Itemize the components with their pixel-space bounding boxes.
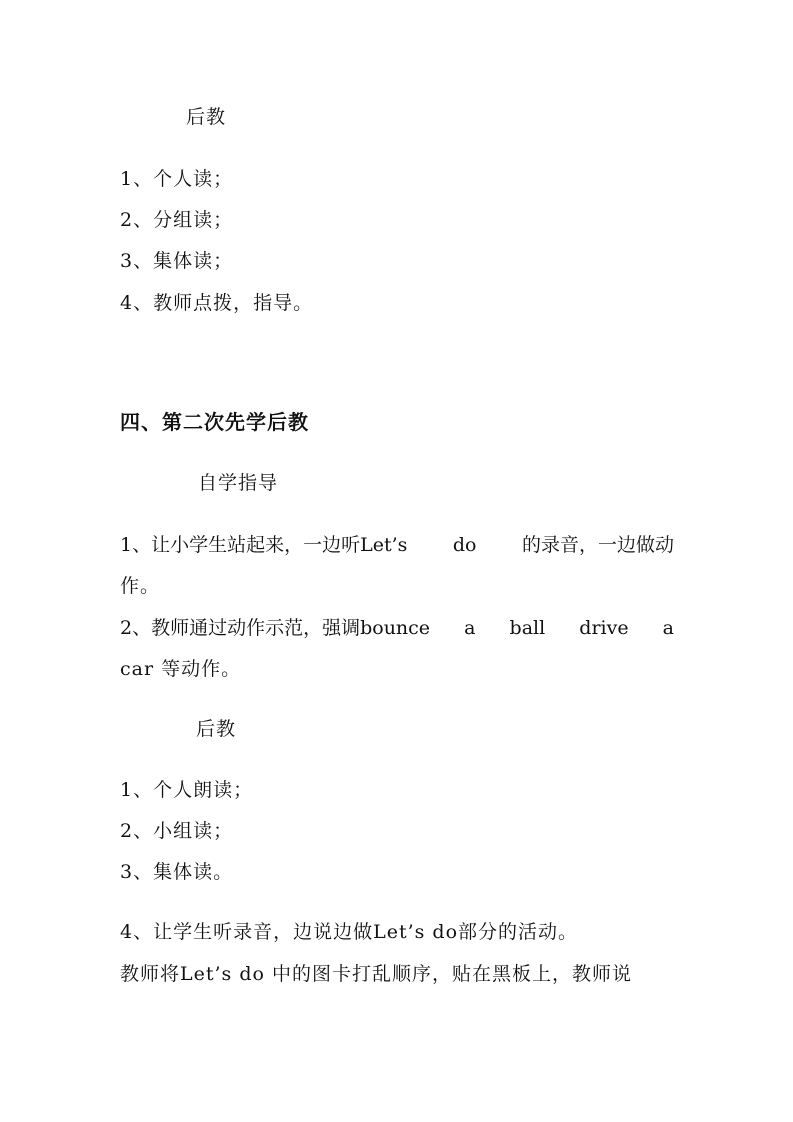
paragraph-line: 作。 [120,575,161,597]
text-segment: drive [579,617,629,639]
text-segment: a [464,617,476,639]
list-item: 2、小组读； [120,820,234,842]
list-item: 2、分组读； [120,209,234,231]
list-item: 3、集体读。 [120,861,234,883]
list-item: 1、个人朗读； [120,779,254,801]
text-segment: ball [509,617,546,639]
list-item: 1、个人读； [120,168,234,190]
list-item: 3、集体读； [120,250,234,272]
paragraph-line [120,533,674,557]
paragraph-line: 教师将Let’s do 中的图卡打乱顺序，贴在黑板上，教师说 [120,963,632,985]
subheading-zixue: 自学指导 [198,472,279,494]
text-segment: 2、教师通过动作示范，强调bounce [120,617,431,639]
list-item: 4、教师点拨，指导。 [120,292,314,314]
subheading-houjiao: 后教 [196,718,237,740]
text-segment: 的录音，一边做动 [521,534,674,556]
text-segment: do [452,534,477,556]
paragraph-line: 4、让学生听录音，边说边做Let’s do部分的活动。 [120,921,579,943]
subheading-houjiao: 后教 [186,106,227,128]
paragraph-line: car 等动作。 [120,658,242,680]
text-segment: a [662,617,674,639]
section-heading: 四、第二次先学后教 [120,410,309,434]
text-segment: 1、让小学生站起来，一边听Let’s [120,534,408,556]
paragraph-line [120,616,674,640]
